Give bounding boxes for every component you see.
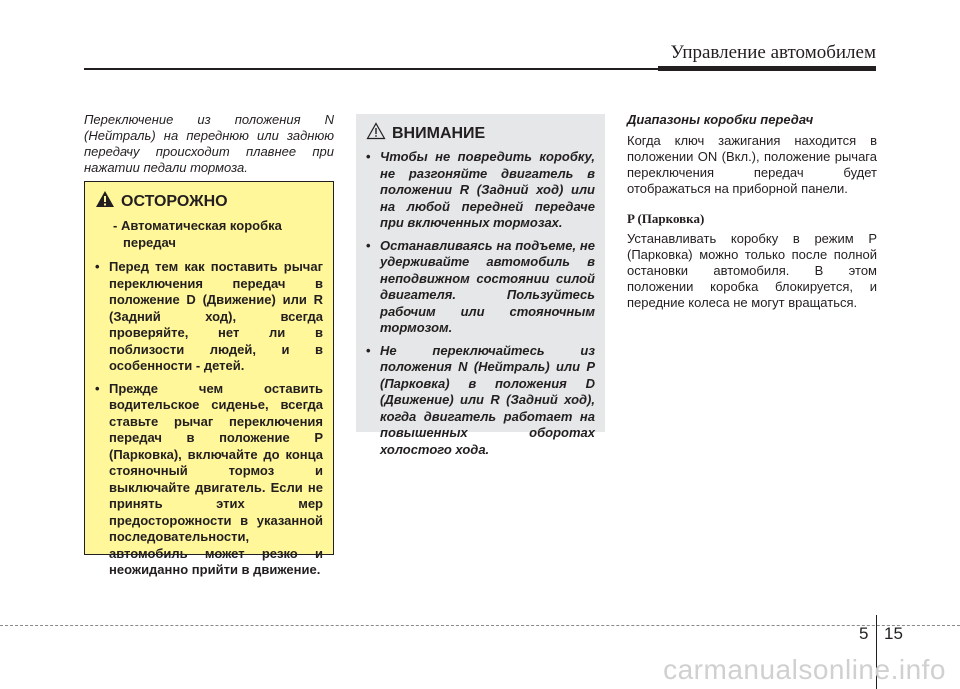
bullet: • <box>95 259 100 274</box>
warning-item <box>95 259 323 375</box>
warning-triangle-icon <box>95 190 115 213</box>
warning-box <box>84 181 334 577</box>
intro-paragraph: Переключение из положения N (Нейтраль) на переднюю или заднюю передачу происходит плавнее при нажатии педали тормоза. <box>84 112 334 175</box>
caution-item <box>366 343 595 459</box>
warning-item-text: Перед тем как поставить рычаг переключения передач в положение D (Движение) или R (Задний ход), всегда проверяйте, нет ли в поблизости людей, и в особенности - детей. <box>109 259 323 373</box>
bullet: • <box>366 237 371 253</box>
warning-title-text: ОСТОРОЖНО <box>121 192 228 210</box>
warning-title <box>95 190 323 213</box>
caution-item <box>366 149 595 232</box>
park-subheading: P (Парковка) <box>627 211 705 226</box>
warning-item <box>95 381 323 579</box>
warning-list <box>95 259 323 579</box>
warning-subtitle: - Автоматическая коробка передач <box>113 218 282 250</box>
caution-triangle-icon <box>366 122 386 145</box>
section-title: Диапазоны коробки передач <box>627 112 814 127</box>
page-number: 15 <box>884 624 903 643</box>
caution-item <box>366 238 595 337</box>
watermark-text: carmanualsonline.info <box>663 654 946 685</box>
section-paragraph: Когда ключ зажигания находится в положении ON (Вкл.), положение рычага переключения передач будет отображаться на приборной панели. <box>627 133 877 196</box>
park-paragraph: Устанавливать коробку в режим P (Парковка) можно только после полной остановки автомобиля. В этом положении коробка блокируется, и передние колеса не могут вращаться. <box>627 231 877 310</box>
bullet: • <box>366 342 371 358</box>
caution-title-text: ВНИМАНИЕ <box>392 124 486 142</box>
caution-box <box>356 114 605 457</box>
caution-item-text: Останавливаясь на подъеме, не удерживайте автомобиль в неподвижном состоянии силой двигателя. Пользуйтесь рабочим или стояночным тормозом. <box>380 237 595 335</box>
page-header-title: Управление автомобилем <box>670 42 876 63</box>
footer-dashed-rule <box>0 625 960 626</box>
warning-item-text: Прежде чем оставить водительское сиденье, всегда ставьте рычаг переключения передач в положение P (Парковка), включайте до конца стояночный тормоз и выключайте двигатель. Если не принять этих мер предосторожности в указанной последовательности, автомобиль может резко и неожиданно прийти в движение. <box>109 380 323 577</box>
header-rule-accent <box>658 66 876 71</box>
caution-list <box>366 149 595 458</box>
right-column <box>627 112 877 319</box>
caution-item-text: Чтобы не повредить коробку, не разгоняйте двигатель в положении R (Задний ход) или на любой передней передаче при включенных тормозах. <box>380 149 595 230</box>
bullet: • <box>366 149 371 164</box>
caution-item-text: Не переключайтесь из положения N (Нейтраль) или P (Парковка) в положения D (Движение) или R (Задний ход), когда двигатель работает на повышенных оборотах холостого хода. <box>380 342 595 457</box>
caution-title <box>366 122 595 145</box>
left-column <box>84 112 334 176</box>
bullet: • <box>95 380 100 396</box>
chapter-number: 5 <box>859 624 869 643</box>
